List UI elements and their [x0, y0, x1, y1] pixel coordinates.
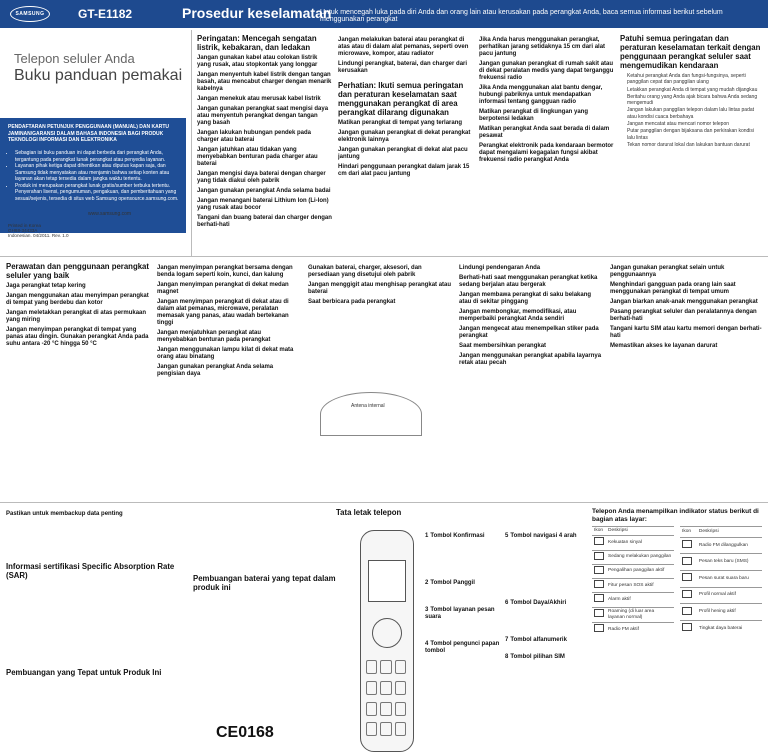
subsection-heading: Jangan meletakkan perangkat di atas permukaan yang miring: [6, 310, 147, 323]
top-column-1: [197, 34, 332, 254]
key-label: 8 Tombol pilihan SIM: [505, 654, 565, 660]
section-heading: Pembuangan baterai yang tepat dalam produk ini: [193, 574, 336, 592]
section-heading: Pembuangan yang Tepat untuk Produk Ini: [6, 668, 162, 677]
subsection-heading: Jangan menyentuh kabel listrik dengan tangan basah, atau mencabut charger dengan menarik kabelnya: [197, 72, 332, 92]
icon-desc: Pesan teks baru (SMS): [697, 554, 762, 571]
fm-radio-paused-icon: [682, 540, 692, 548]
subsection-heading: Jangan menekuk atau merusak kabel listrik: [197, 96, 321, 102]
section-heading: Peringatan: Mencegah sengatan listrik, kebakaran, dan ledakan: [197, 34, 317, 52]
subsection-heading: Matikan perangkat Anda saat berada di dalam pesawat: [479, 126, 610, 139]
subsection-heading: Jika Anda harus menggunakan perangkat, perhatikan jarang setidaknya 15 cm dari alat pacu jantung: [479, 37, 606, 57]
middle-column-4: [459, 262, 604, 500]
cover-bullet: • Produk ini merupakan perangkat lunak gratis/sumber terbuka tertentu. Penyerahan lisensi, pengumuman, pengakuan, dan pemberitahuan yang sesuai/sejenis, tersedia di situs web Samsung opensource.samsung.com.: [15, 183, 185, 203]
subsection-heading: Jangan gunakan perangkat Anda selama pengisian daya: [157, 364, 274, 377]
icon-desc: Profil normal aktif: [697, 587, 762, 604]
icon-desc: Radio FM dilanggulkan: [697, 537, 762, 554]
battery-icon: [682, 623, 692, 631]
cover-title: Telepon seluler Anda: [14, 51, 135, 66]
sos-icon: [594, 580, 604, 588]
icon-table-right: [680, 526, 762, 637]
print-line: Indonesian. 04/2011. Rev. 1.0: [8, 233, 69, 238]
icon-desc: Pengalihan panggilan aktif: [606, 564, 674, 578]
subsection-heading: Saat berbicara pada perangkat: [308, 299, 396, 305]
subsection-heading: Jangan menggunakan perangkat apabila layarnya retak atau pecah: [459, 353, 602, 366]
subsection-heading: Perangkat elektronik pada kendaraan bermotor dapat mengalami kegagalan fungsi akibat frekuensi radio perangkat Anda: [479, 143, 614, 163]
subsection-heading: Jangan menggunakan lampu kilat di dekat mata orang atau binatang: [157, 347, 294, 360]
section-heading: Informasi sertifikasi Specific Absorption Rate (SAR): [6, 562, 175, 580]
subsection-heading: Pasang perangkat seluler dan peralatannya dengan berhati-hati: [610, 309, 757, 322]
subsection-heading: Jangan melakukan baterai atau perangkat di atas atau di dalam alat pemanas, seperti oven microwave, kompor, atau radiator: [338, 37, 469, 57]
subsection-heading: Jangan mengisi daya baterai dengan charger yang tidak diakui oleh pabrik: [197, 171, 326, 184]
middle-column-2: [157, 262, 302, 500]
col-header: Ikon: [592, 527, 606, 536]
list-item: • Beritahu orang yang Anda ajak bicara bahwa Anda sedang mengemudi: [627, 94, 762, 107]
list-item: • Letakkan perangkat Anda di tempat yang mudah dijangkau: [627, 87, 762, 93]
subsection-heading: Jangan gunakan perangkat di dekat perangkat elektronik lainnya: [338, 130, 471, 143]
key-label: 7 Tombol alfanumerik: [505, 637, 567, 643]
key-list-right: [505, 530, 585, 750]
top-column-3: [479, 34, 614, 254]
antenna-diagram: [320, 392, 422, 436]
key-label: 4 Tombol pengunci papan tombol: [425, 641, 500, 654]
top-column-4: [620, 34, 762, 254]
subsection-heading: Hindari penggunaan perangkat dalam jarak 15 cm dari alat pacu jantung: [338, 164, 470, 177]
subsection-heading: Jangan membawa perangkat di saku belakang atau di sekitar pinggang: [459, 292, 592, 305]
subsection-heading: Jangan menangani baterai Lithium Ion (Li-Ion) yang rusak atau bocor: [197, 198, 329, 211]
key-label: 1 Tombol Konfirmasi: [425, 533, 485, 539]
cover-subtitle: Buku panduan pemakai: [14, 67, 183, 84]
page-header: [0, 0, 768, 28]
header-note: Untuk mencegah luka pada diri Anda dan orang lain atau kerusakan pada perangkat Anda, baca semua informasi berikut sebelum menggunakan perangkat: [320, 9, 723, 23]
middle-column-3: [308, 262, 453, 387]
subsection-heading: Jangan menggigit atau menghisap perangkat atau baterai: [308, 282, 452, 295]
subsection-heading: Saat membersihkan perangkat: [459, 343, 547, 349]
key-label: 6 Tombol Daya/Akhiri: [505, 600, 567, 606]
key-list-left: [425, 530, 500, 750]
subsection-heading: Matikan perangkat di tempat yang terlarang: [338, 120, 463, 126]
divider: [0, 256, 768, 257]
phone-diagram: [350, 520, 420, 750]
subsection-heading: Pastikan untuk membackup data penting: [6, 511, 123, 517]
subsection-heading: Jangan menyimpan perangkat di dekat atau di dalam alat pemanas, microwave, peralatan memasak yang panas, atau wadah bertekanan tinggi: [157, 299, 289, 326]
icon-desc: Pesan surat suara baru: [697, 571, 762, 588]
sms-icon: [682, 557, 692, 565]
col-header: Deskripsi: [697, 527, 762, 538]
website-url: www.samsung.com: [88, 211, 132, 217]
icon-desc: Radio FM aktif: [606, 623, 674, 637]
icon-desc: Fitur pesan SOS aktif: [606, 579, 674, 593]
icon-desc: Sedang melakukan panggilan: [606, 550, 674, 564]
samsung-logo: SAMSUNG: [10, 6, 50, 22]
icon-desc: Roaming (di luar area layanan normal): [606, 607, 674, 623]
section-heading: Telepon Anda menampilkan indikator status berikut di bagian atas layar:: [592, 508, 759, 523]
subsection-heading: Memastikan akses ke layanan darurat: [610, 343, 718, 349]
top-column-2: [338, 34, 473, 254]
subsection-heading: Jangan menggunakan atau menyimpan perangkat di tempat yang berdebu dan kotor: [6, 293, 149, 306]
subsection-heading: Menghindari gangguan pada orang lain saat menggunakan perangkat di tempat umum: [610, 282, 736, 295]
cover-bullet: • Layanan pihak ketiga dapat dihentikan atau diputus kapan saja, dan Samsung tidak menyatakan atau menjamin bahwa setiap konten atau layanan akan tetap tersedia dalam jangka waktu tertentu.: [15, 163, 185, 183]
middle-column-1: [6, 262, 151, 500]
keypad: [366, 660, 406, 740]
subsection-heading: Jangan jatuhkan atau tidakan yang menyebabkan benturan pada charger atau baterai: [197, 147, 318, 167]
subsection-heading: Jangan mengecat atau menempelkan stiker pada perangkat: [459, 326, 599, 339]
call-icon: [594, 552, 604, 560]
call-forward-icon: [594, 566, 604, 574]
subsection-heading: Lindungi perangkat, baterai, dan charger dari kerusakan: [338, 61, 468, 74]
cover-registration-text: PENDAFTARAN PETUNJUK PENGGUNAAN (MANUAL) DAN KARTU JAMINAN/GARANSI DALAM BAHASA INDONESIA BAGI PRODUK TEKNOLOGI INFORMASI DAN ELEKTRONIKA: [8, 124, 170, 143]
icon-desc: Profil hening aktif: [697, 604, 762, 621]
subsection-heading: Jika Anda menggunakan alat bantu dengar, hubungi pabriknya untuk mendapatkan informasi tentang gangguan radio: [479, 85, 603, 105]
section-heading: Perawatan dan penggunaan perangkat seluler yang baik: [6, 262, 149, 280]
icon-desc: Alarm aktif: [606, 593, 674, 607]
icon-desc: Tingkat daya baterai: [697, 621, 762, 637]
roaming-icon: [594, 609, 604, 617]
bottom-column-1: [6, 508, 186, 748]
icon-table-left: [592, 526, 674, 637]
subsection-heading: Jangan gunakan kabel atau colokan listrik yang rusak, atau stopkontak yang longgar: [197, 55, 318, 68]
subsection-heading: Jangan menyimpan perangkat di tempat yang panas atau dingin. Gunakan perangkat Anda pada suhu antara -20 °C hingga 50 °C: [6, 327, 149, 347]
subsection-heading: Jangan gunakan perangkat Anda selama badai: [197, 188, 331, 194]
subsection-heading: Jaga perangkat tetap kering: [6, 283, 86, 289]
subsection-heading: Jangan gunakan perangkat saat mengisi daya atau menyentuh perangkat dengan tangan yang basah: [197, 106, 329, 126]
fm-radio-icon: [594, 624, 604, 632]
middle-column-5: [610, 262, 762, 500]
list-item: • Putar panggilan dengan bijaksana dan perkirakan kondisi lalu lintas: [627, 128, 762, 141]
print-info: [8, 223, 69, 238]
model-number: GT-E1182: [78, 7, 133, 21]
subsection-heading: Gunakan baterai, charger, aksesori, dan persediaan yang disetujui oleh pabrik: [308, 265, 422, 278]
subsection-heading: Jangan gunakan perangkat di dekat alat pacu jantung: [338, 147, 468, 160]
subsection-heading: Jangan lakukan hubungan pendek pada charger atau baterai: [197, 130, 312, 143]
voicemail-icon: [682, 573, 692, 581]
col-header: Ikon: [680, 527, 697, 538]
list-item: • Ketahui perangkat Anda dan fungsi-fungsinya, seperti panggilan cepat dan panggilan ulang: [627, 73, 762, 86]
section-heading: Patuhi semua peringatan dan peraturan keselamatan terkait dengan penggunaan perangkat seluler saat mengemudikan kendaraan: [620, 34, 761, 70]
subsection-heading: Jangan menjatuhkan perangkat atau menyebabkan benturan pada perangkat: [157, 330, 271, 343]
key-label: 5 Tombol navigasi 4 arah: [505, 533, 577, 539]
silent-profile-icon: [682, 607, 692, 615]
divider: [0, 502, 768, 503]
nav-key: [372, 618, 402, 648]
subsection-heading: Jangan menyimpan perangkat bersama dengan benda logam seperti koin, kunci, dan kalung: [157, 265, 293, 278]
cover-bullet: • Sebagian isi buku panduan ini dapat berbeda dari perangkat Anda, tergantung pada perangkat lunak perangkat atau penyedia layanan.: [15, 150, 185, 163]
status-icons-section: [592, 508, 762, 748]
signal-icon: [594, 537, 604, 545]
section-heading: Perhatian: Ikuti semua peringatan dan peraturan keselamatan saat menggunakan perangkat di area perangkat dilarang digunakan: [338, 81, 464, 117]
icon-desc: Kekuatan sinyal: [606, 536, 674, 550]
subsection-heading: Tangani kartu SIM atau kartu memori dengan berhati-hati: [610, 326, 762, 339]
ce-mark: CE0168: [216, 724, 274, 741]
cover-bullets: [8, 150, 185, 202]
bullet-list: [620, 73, 762, 148]
page-title: Prosedur keselamatan: [182, 5, 332, 21]
print-line: GH68-34433A: [8, 228, 38, 233]
subsection-heading: Berhati-hati saat menggunakan perangkat ketika sedang berjalan atau bergerak: [459, 275, 598, 288]
phone-screen: [368, 560, 406, 602]
divider: [191, 30, 192, 256]
subsection-heading: Jangan biarkan anak-anak menggunakan perangkat: [610, 299, 758, 305]
alarm-icon: [594, 594, 604, 602]
list-item: • Jangan lakukan panggilan telepon dalam lalu lintas padat atau kondisi cuaca berbahaya: [627, 107, 762, 120]
list-item: • Tekan nomor darurat lokal dan lakukan bantuan darurat: [627, 142, 762, 148]
subsection-heading: Jangan gunakan perangkat di rumah sakit atau di dekat peralatan medis yang dapat terganggu frekuensi radio: [479, 61, 614, 81]
key-label: 3 Tombol layanan pesan suara: [425, 607, 495, 620]
section-heading: Tata letak telepon: [336, 508, 402, 517]
print-line: Printed in Korea: [8, 223, 41, 228]
subsection-heading: Lindungi pendengaran Anda: [459, 265, 541, 271]
subsection-heading: Matikan perangkat di lingkungan yang berpotensi ledakan: [479, 109, 589, 122]
subsection-heading: Jangan membongkar, memodifikasi, atau memperbaiki perangkat Anda sendiri: [459, 309, 577, 322]
subsection-heading: Jangan menyimpan perangkat di dekat medan magnet: [157, 282, 289, 295]
subsection-heading: Jangan gunakan perangkat selain untuk penggunaannya: [610, 265, 725, 278]
list-item: • Jangan mencatat atau mencari nomor telepon: [627, 121, 762, 127]
subsection-heading: Tangani dan buang baterai dan charger dengan berhati-hati: [197, 215, 332, 228]
bottom-column-2: [193, 508, 343, 718]
normal-profile-icon: [682, 590, 692, 598]
antenna-label: Antena internal: [351, 403, 385, 409]
col-header: Deskripsi: [606, 527, 674, 536]
key-label: 2 Tombol Panggil: [425, 580, 475, 586]
